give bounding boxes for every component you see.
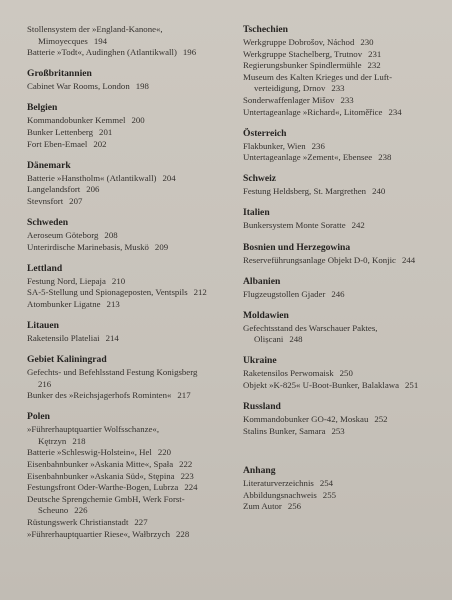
toc-entry[interactable]	[27, 127, 232, 139]
page-number: 204	[162, 172, 176, 183]
page-number: 210	[111, 275, 126, 286]
toc-section	[27, 354, 232, 402]
toc-entry[interactable]	[27, 494, 232, 517]
entry-title: Kommandobunker GO-42, Moskau	[243, 414, 369, 425]
entry-title: Flugzeugstollen Gjader	[243, 288, 326, 299]
toc-section	[27, 24, 232, 59]
page-number: 234	[388, 106, 402, 117]
entry-title: Stevnsfort	[27, 195, 64, 206]
entry-title: Unterirdische Marinebasis, Muskö	[27, 241, 149, 252]
toc-section	[27, 102, 232, 150]
entry-title: Eisenbahnbunker »Askania Mitte«, Spała	[27, 459, 174, 470]
toc-entry[interactable]	[27, 299, 232, 311]
section-heading: Dänemark	[27, 159, 71, 171]
section-heading: Polen	[27, 411, 50, 423]
section-heading: Bosnien und Herzegowina	[243, 241, 351, 253]
toc-section	[27, 320, 232, 345]
entry-title: Langelandsfort	[27, 184, 81, 195]
page-number: 232	[367, 60, 381, 71]
toc-entry[interactable]	[27, 367, 232, 390]
toc-entry[interactable]	[27, 333, 232, 345]
page-number: 212	[193, 287, 207, 298]
toc-entry[interactable]	[243, 426, 443, 438]
entry-title-line2: Scheuno	[38, 505, 69, 516]
entry-title-line2: Olișcani	[254, 334, 284, 345]
entry-title: Eisenbahnbunker »Askania Süd«, Stępina	[27, 470, 175, 481]
page-number: 256	[287, 501, 302, 512]
toc-entry[interactable]	[243, 49, 443, 61]
entry-title: Literaturverzeichnis	[243, 478, 314, 489]
toc-section	[243, 128, 443, 164]
toc-section	[243, 310, 443, 346]
toc-section	[243, 24, 443, 118]
section-heading: Litauen	[27, 319, 59, 331]
page-number: 227	[134, 517, 148, 528]
toc-entry[interactable]	[243, 186, 443, 198]
toc-entry[interactable]	[243, 95, 443, 107]
toc-entry[interactable]	[243, 107, 443, 119]
entry-title: Werkgruppe Dobrošov, Náchod	[243, 37, 355, 47]
page-number: 251	[405, 380, 419, 390]
page-number: 218	[72, 435, 86, 446]
section-heading: Schweiz	[243, 173, 277, 185]
page-number: 220	[157, 447, 172, 458]
toc-entry[interactable]	[27, 115, 232, 127]
toc-section	[243, 276, 443, 301]
toc-entry[interactable]	[243, 255, 443, 267]
page-number: 252	[374, 414, 388, 425]
toc-entry[interactable]	[27, 173, 232, 185]
page-number: 217	[177, 390, 191, 401]
section-heading: Großbritannien	[27, 68, 92, 80]
toc-entry[interactable]	[243, 380, 443, 392]
toc-column-right	[243, 24, 443, 523]
page-number: 214	[105, 332, 119, 343]
entry-title: Museum des Kalten Krieges und der Luft-	[243, 71, 393, 82]
section-heading: Albanien	[243, 275, 281, 287]
entry-title: Fort Eben-Emael	[27, 138, 88, 149]
page-number: 230	[360, 37, 374, 47]
page-number: 236	[311, 140, 325, 151]
page-number: 244	[401, 254, 416, 265]
entry-title: Bunker Lettenberg	[27, 126, 94, 137]
toc-entry[interactable]	[243, 152, 443, 164]
page-number: 228	[176, 528, 190, 539]
page-number: 250	[339, 368, 353, 379]
section-heading: Schweden	[27, 216, 69, 228]
entry-title: Raketensilos Perwomaisk	[243, 368, 334, 379]
section-heading: Österreich	[243, 127, 287, 139]
page-number: 209	[154, 241, 169, 252]
toc-section	[243, 355, 443, 391]
entry-title: Batterie »Todt«, Audinghen (Atlantikwall)	[27, 47, 177, 58]
toc-entry[interactable]	[243, 478, 443, 490]
page-number: 254	[319, 478, 334, 489]
page-number: 255	[322, 489, 336, 500]
page-number: 233	[340, 94, 354, 105]
section-heading: Italien	[243, 207, 270, 219]
page-number: 231	[368, 48, 382, 59]
entry-title: SA-5-Stellung und Spionageposten, Ventspils	[27, 287, 188, 298]
toc-section	[243, 173, 443, 198]
toc-section	[27, 411, 232, 540]
toc-entry[interactable]	[27, 482, 232, 494]
page-number: 198	[135, 81, 149, 92]
page-number: 206	[86, 184, 100, 195]
entry-title: Festung Nord, Liepaja	[27, 275, 106, 286]
entry-title-line2: 216	[38, 378, 52, 389]
entry-title: Zum Autor	[243, 501, 282, 512]
toc-entry[interactable]	[27, 230, 232, 242]
entry-title: Untertageanlage »Richard«, Litoměřice	[243, 106, 383, 117]
page-number: 246	[331, 288, 345, 299]
page-number: 207	[69, 195, 83, 206]
toc-entry[interactable]	[243, 323, 443, 346]
toc-entry[interactable]	[243, 490, 443, 502]
toc-section	[243, 401, 443, 437]
toc-entry[interactable]	[243, 289, 443, 301]
toc-entry[interactable]	[27, 459, 232, 471]
toc-entry[interactable]	[27, 424, 232, 447]
section-heading: Moldawien	[243, 309, 289, 321]
page-number: 201	[99, 126, 113, 137]
entry-title: Festung Heldsberg, St. Margrethen	[243, 186, 367, 197]
entry-title-continued	[27, 36, 232, 48]
toc-section	[27, 68, 232, 93]
toc-entry[interactable]	[243, 414, 443, 426]
entry-title-continued	[243, 334, 443, 346]
page-number: 223	[180, 470, 194, 481]
entry-title: Atombunker Ligatne	[27, 298, 101, 309]
entry-title: Deutsche Sprengchemie GmbH, Werk Forst-	[27, 493, 185, 504]
toc-entry[interactable]	[27, 276, 232, 288]
entry-title: Raketensilo Plateliai	[27, 332, 100, 343]
toc-entry[interactable]	[243, 220, 443, 232]
entry-title-line2: verteidigung, Drnov	[254, 83, 326, 94]
page-number: 213	[106, 298, 120, 309]
page-number: 238	[378, 152, 392, 163]
entry-title: »Führerhauptquartier Riese«, Wałbrzych	[27, 528, 171, 539]
page-number: 240	[372, 186, 386, 197]
toc-section	[27, 263, 232, 311]
entry-title-continued	[243, 83, 443, 95]
page-number: 196	[182, 47, 197, 58]
toc-section	[27, 160, 232, 208]
entry-title: Stalins Bunker, Samara	[243, 425, 326, 436]
section-heading: Lettland	[27, 262, 63, 274]
entry-title: Bunkersystem Monte Soratte	[243, 220, 346, 231]
section-heading: Tschechien	[243, 24, 288, 35]
page-number: 248	[289, 334, 303, 345]
entry-title: Regierungsbunker Spindlermühle	[243, 60, 362, 71]
entry-title-continued	[27, 436, 232, 448]
page-number: 194	[93, 35, 108, 46]
toc-entry[interactable]	[27, 242, 232, 254]
page-number: 200	[131, 115, 145, 126]
entry-title: »Führerhauptquartier Wolfsschanze«,	[27, 424, 160, 435]
toc-entry[interactable]	[27, 287, 232, 299]
page-number: 202	[93, 138, 107, 149]
entry-title: Bunker des »Reichsjagerhofs Rominten«	[27, 390, 172, 401]
entry-title: Kommandobunker Kemmel	[27, 115, 126, 126]
toc-entry[interactable]	[27, 390, 232, 402]
entry-title: Untertageanlage »Zement«, Ebensee	[243, 152, 373, 163]
toc-entry[interactable]	[27, 139, 232, 151]
page-number: 208	[104, 229, 118, 240]
toc-entry[interactable]	[27, 196, 232, 208]
toc-entry[interactable]	[27, 184, 232, 196]
toc-section	[243, 465, 443, 513]
entry-title: Batterie »Schleswig-Holstein«, Hel	[27, 447, 152, 458]
entry-title: Aeroseum Göteborg	[27, 229, 99, 240]
entry-title-continued	[27, 505, 232, 517]
toc-entry[interactable]	[243, 60, 443, 72]
toc-entry[interactable]	[243, 37, 443, 49]
toc-entry[interactable]	[27, 47, 232, 59]
entry-title: Stollensystem der »England-Kanone«,	[27, 24, 163, 34]
entry-title-continued	[27, 379, 232, 391]
section-heading: Ukraine	[243, 355, 277, 367]
entry-title: Batterie »Hanstholm« (Atlantikwall)	[27, 172, 157, 183]
entry-title: Sonderwaffenlager Mišov	[243, 94, 335, 105]
section-heading: Gebiet Kaliningrad	[27, 354, 107, 365]
entry-title: Rüstungswerk Christianstadt	[27, 517, 129, 528]
section-heading: Russland	[243, 401, 281, 413]
entry-title: Cabinet War Rooms, London	[27, 81, 130, 92]
toc-entry[interactable]	[243, 141, 443, 153]
page-number: 226	[74, 505, 88, 516]
entry-title: Werkgruppe Stachelberg, Trutnov	[243, 48, 363, 59]
toc-entry[interactable]	[27, 24, 232, 47]
section-heading: Belgien	[27, 102, 58, 114]
toc-entry[interactable]	[243, 501, 443, 513]
page-number: 224	[184, 482, 198, 493]
page-number: 242	[351, 220, 365, 231]
page-number: 222	[179, 459, 193, 470]
section-heading: Anhang	[243, 465, 276, 477]
page-number: 233	[331, 83, 345, 94]
entry-title-line2: Mimoyecques	[38, 35, 88, 46]
page-number: 253	[331, 425, 345, 436]
entry-title: Festungsfront Oder-Warthe-Bogen, Lubrza	[27, 482, 179, 493]
toc-section	[27, 217, 232, 253]
toc-entry[interactable]	[27, 81, 232, 93]
toc-entry[interactable]	[27, 529, 232, 541]
entry-title: Abbildungsnachweis	[243, 489, 317, 500]
entry-title: Objekt »K-825« U-Boot-Bunker, Balaklawa	[243, 380, 400, 390]
toc-entry[interactable]	[27, 517, 232, 529]
toc-entry[interactable]	[243, 368, 443, 380]
toc-entry[interactable]	[27, 447, 232, 459]
toc-column-left	[27, 24, 232, 550]
entry-title: Flakbunker, Wien	[243, 140, 306, 151]
entry-title: Gefechtsstand des Warschauer Paktes,	[243, 322, 378, 333]
toc-section	[243, 207, 443, 232]
toc-entry[interactable]	[243, 72, 443, 95]
entry-title-line2: Kętrzyn	[38, 435, 67, 446]
entry-title: Gefechts- und Befehlsstand Festung Konigsberg	[27, 367, 198, 377]
toc-section	[243, 242, 443, 267]
toc-entry[interactable]	[27, 471, 232, 483]
entry-title: Reserveführungsanlage Objekt D-0, Konjic	[243, 254, 396, 265]
